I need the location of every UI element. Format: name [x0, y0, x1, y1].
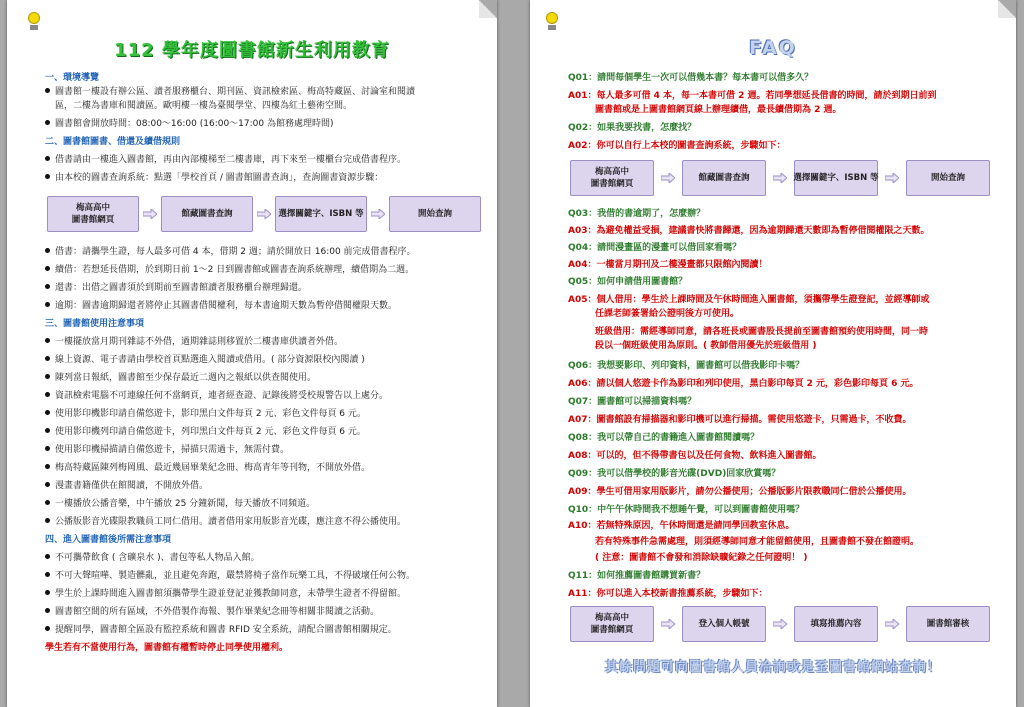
line-text: 由本校的圖書查詢系統：點選「學校首頁 / 圖書館圖書查詢」，查詢圖書資源步驟： [55, 173, 384, 183]
lightbulb-icon [545, 12, 559, 32]
line-text: 提醒同學，圖書館全區設有監控系統和圖書 RFID 安全系統，請配合圖書館相關規定。 [55, 625, 397, 635]
line-text: 借書：請攜學生證，每人最多可借 4 本，借期 2 週；請於開放日 16:00 前完成借書程序。 [55, 247, 416, 257]
left-line: 學生若有不當使用行為，圖書館有權暫時停止同學使用權利。 [45, 643, 289, 653]
right-line: A09：學生可借用家用版影片，請勿公播使用；公播版影片限教職同仁借於公播使用。 [568, 487, 912, 497]
bullet-icon [45, 446, 50, 451]
arrow-right-icon [661, 619, 675, 629]
left-line: 三、圖書館使用注意事項 [45, 319, 145, 329]
right-line: A10：若無特殊原因，午休時間還是請同學回教室休息。 [568, 521, 795, 531]
left-line [45, 172, 383, 184]
bullet-icon [45, 572, 50, 577]
bullet-icon [45, 284, 50, 289]
line-text: 續借：若想延長借期，於到期日前 1～2 日到圖書館或圖書查詢系統辦理，續借期為二週。 [55, 265, 415, 275]
line-text: 借書請由一樓進入圖書館，再由內部樓梯至二樓書庫，再下來至一樓櫃台完成借書程序。 [55, 155, 407, 165]
right-line: 段以一個班級使用為原則。( 教師借用優先於班級借用 ) [568, 341, 817, 351]
left-line: 四、進入圖書館後所需注意事項 [45, 535, 172, 545]
right-page [530, 0, 1016, 707]
left-line [45, 426, 366, 438]
right-line: Q07：圖書館可以掃描資料嗎？ [568, 397, 697, 407]
bullet-icon [45, 500, 50, 505]
line-text: 一樓播放公播音樂，中午播放 25 分鐘新聞，每天播放不同頻道。 [55, 499, 316, 509]
arrow-right-icon [885, 619, 899, 629]
line-text: 逾期：圖書逾期歸還者將停止其圖書借閱權利，每本書逾期天數為暫停借閱權限天數。 [55, 301, 398, 311]
left-line [45, 588, 406, 600]
footer-note: 其餘問題可向圖書館人員洽詢或是至圖書館網站查詢！ [604, 660, 941, 675]
flow-step: 梅高高中 圖書館網頁 [47, 196, 139, 232]
left-line [45, 282, 307, 294]
right-line: A05：個人借用：學生於上課時間及午休時間進入圖書館，須攜帶學生證登記，並經導師或 [568, 295, 930, 305]
left-line [45, 86, 415, 98]
left-line [45, 516, 406, 528]
line-text: 線上資源、電子書請由學校首頁點選進入閱讀或借用。( 部分資源限校內閱讀 ) [55, 355, 365, 365]
left-line [45, 624, 397, 636]
bullet-icon [45, 482, 50, 487]
line-text: 圖書館空間的所有區域，不外借製作海報、製作畢業紀念冊等相關非閱讀之活動。 [55, 607, 380, 617]
bullet-icon [45, 392, 50, 397]
bullet-icon [45, 266, 50, 271]
right-line: Q03：我借的書逾期了，怎麼辦？ [568, 209, 706, 219]
line-text: 圖書館會開放時間：08:00～16:00 (16:00～17:00 為館務處理時間) [55, 119, 334, 129]
line-text: 陳列當日報紙，圖書館至少保存最近二週內之報紙以供查閱使用。 [55, 373, 317, 383]
arrow-right-icon [661, 173, 675, 183]
flow-step: 選擇關鍵字、ISBN 等 [275, 196, 367, 232]
arrow-right-icon [773, 619, 787, 629]
flow-step: 開始查詢 [389, 196, 481, 232]
bullet-icon [45, 248, 50, 253]
line-text: 不可攜帶飲食 ( 含礦泉水 )、書包等私人物品入館。 [55, 553, 260, 563]
page-fold [998, 0, 1016, 18]
right-line: Q05：如何申請借用圖書館？ [568, 277, 688, 287]
line-text: 圖書館一樓設有辦公區、讀者服務櫃台、期刊區、資訊檢索區、梅高特藏區、討論室和閱讀 [55, 87, 416, 97]
bullet-icon [45, 338, 50, 343]
flow-step: 梅高高中 圖書館網頁 [570, 160, 654, 196]
bullet-icon [45, 88, 50, 93]
right-line: Q09：我可以借學校的影音光碟(DVD)回家欣賞嗎？ [568, 469, 781, 479]
bullet-icon [45, 302, 50, 307]
right-line: Q01：請問每個學生一次可以借幾本書？每本書可以借多久？ [568, 73, 814, 83]
arrow-right-icon [257, 209, 271, 219]
left-line [45, 246, 416, 258]
lightbulb-icon [27, 12, 41, 32]
right-line: A06：請以個人悠遊卡作為影印和列印使用，黑白影印每頁 2 元，彩色影印每頁 6 元。 [568, 379, 919, 389]
bullet-icon [45, 410, 50, 415]
left-line [45, 570, 415, 582]
flow-step: 館藏圖書查詢 [682, 160, 766, 196]
right-line: 任課老師簽署給公證明後方可使用。 [568, 309, 740, 319]
flow-step: 館藏圖書查詢 [161, 196, 253, 232]
line-text: 一樓擺放當月期刊雜誌不外借，過期雜誌則移置於二樓書庫供讀者外借。 [55, 337, 344, 347]
right-line: A11：你可以進入本校新書推薦系統，步驟如下： [568, 589, 768, 599]
bullet-icon [45, 374, 50, 379]
right-line: A08：可以的，但不得帶書包以及任何食物、飲料進入圖書館。 [568, 451, 822, 461]
bullet-icon [45, 554, 50, 559]
arrow-right-icon [371, 209, 385, 219]
line-text: 還書：出借之圖書須於到期前至圖書館讀者服務櫃台辦理歸還。 [55, 283, 308, 293]
flow-step: 開始查詢 [906, 160, 990, 196]
left-line [45, 552, 260, 564]
left-line [45, 390, 388, 402]
line-text: 不可大聲喧嘩、製造髒亂，並且避免奔跑，嚴禁將椅子當作玩樂工具，不得破壞任何公物。 [55, 571, 416, 581]
right-line: 圖書館或是上圖書館網頁線上辦理續借，最長續借期為 2 週。 [568, 105, 842, 115]
bullet-icon [45, 428, 50, 433]
line-text: 資訊檢索電腦不可連線任何不當網頁，連者經查證、記錄後將受校規警告以上處分。 [55, 391, 389, 401]
line-text: 公播版影音光碟限教職員工同仁借用。讀者借用家用版影音光碟，應注意不得公播使用。 [55, 517, 407, 527]
flow-step: 梅高高中 圖書館網頁 [570, 606, 654, 642]
bullet-icon [45, 608, 50, 613]
left-line [45, 118, 334, 130]
left-line [45, 480, 208, 492]
bullet-icon [45, 120, 50, 125]
left-line: 區，二樓為書庫和閱讀區。歐明樓一樓為臺閱學堂、四樓為紅土藝術空間。 [55, 101, 353, 111]
bullet-icon [45, 356, 50, 361]
page-title: 112 學年度圖書館新生利用教育 [114, 40, 390, 61]
right-line: A07：圖書館設有掃描器和影印機可以進行掃描。需使用悠遊卡，只需過卡，不收費。 [568, 415, 912, 425]
bullet-icon [45, 518, 50, 523]
line-text: 學生於上課時間進入圖書館須攜帶學生證並登記並獲教師同意，未帶學生證者不得留館。 [55, 589, 407, 599]
right-line: A02：你可以自行上本校的圖書查詢系統，步驟如下： [568, 141, 786, 151]
faq-title: FAQ [749, 37, 797, 59]
left-line [45, 336, 343, 348]
left-line [45, 264, 414, 276]
left-line [45, 444, 289, 456]
left-line [45, 372, 316, 384]
line-text: 梅高特藏區陳列梅岡風、最近幾屆畢業紀念冊、梅高青年等刊物，不開放外借。 [55, 463, 371, 473]
left-line [45, 154, 406, 166]
line-text: 漫畫書籍僅供在館閱讀，不開放外借。 [55, 481, 209, 491]
bullet-icon [45, 174, 50, 179]
bullet-icon [45, 626, 50, 631]
left-line [45, 408, 366, 420]
right-line: Q04：請問漫畫區的漫畫可以借回家看嗎？ [568, 243, 742, 253]
left-line [45, 462, 370, 474]
right-line: A04：一樓當月期刊及二樓漫畫都只限館內閱讀！ [568, 260, 768, 270]
right-line: A01：每人最多可借 4 本，每一本書可借 2 週。若同學想延長借書的時間，請於到期日前到 [568, 91, 937, 101]
right-line: 若有特殊事件急需處理，則須經導師同意才能留館使用，且圖書館不發在館證明。 [568, 537, 920, 547]
bullet-icon [45, 590, 50, 595]
left-page [7, 0, 497, 707]
left-line [45, 498, 315, 510]
page-fold [479, 0, 497, 18]
right-line: A03：為避免權益受損，建議書快將書歸還，因為逾期歸還天數即為暫停借閱權限之天數。 [568, 226, 930, 236]
right-line: Q06：我想要影印、列印資料，圖書館可以借我影印卡嗎？ [568, 361, 805, 371]
left-line [45, 354, 365, 366]
left-line: 一、環境導覽 [45, 73, 100, 83]
bullet-icon [45, 464, 50, 469]
left-line: 二、圖書館圖書、借還及續借規則 [45, 137, 181, 147]
right-line: Q08：我可以帶自己的書籍進入圖書館閱讀嗎？ [568, 433, 760, 443]
bullet-icon [45, 156, 50, 161]
left-line [45, 300, 397, 312]
line-text: 使用影印機掃描請自備悠遊卡，掃描只需過卡，無需付費。 [55, 445, 290, 455]
right-line: Q11：如何推薦圖書館購買新書？ [568, 571, 706, 581]
flow-step: 登入個人帳號 [682, 606, 766, 642]
flow-step: 填寫推薦內容 [794, 606, 878, 642]
arrow-right-icon [885, 173, 899, 183]
arrow-right-icon [773, 173, 787, 183]
right-line: 班級借用：需經導師同意，請各班長或圖書股長提前至圖書館預約使用時間，同一時 [568, 327, 929, 337]
right-line: Q02：如果我要找書，怎麼找？ [568, 123, 697, 133]
right-line: ( 注意：圖書館不會發和消除缺曠紀錄之任何證明！ ) [568, 553, 808, 563]
line-text: 使用影印機影印請自備悠遊卡，影印黑白文件每頁 2 元、彩色文件每頁 6 元。 [55, 409, 366, 419]
flow-step: 圖書館審核 [906, 606, 990, 642]
left-line [45, 606, 379, 618]
flow-step: 選擇關鍵字、ISBN 等 [794, 160, 878, 196]
arrow-right-icon [143, 209, 157, 219]
right-line: Q10：中午午休時間我不想睡午覺，可以到圖書館使用嗎？ [568, 505, 805, 515]
line-text: 使用影印機列印請自備悠遊卡，列印黑白文件每頁 2 元、彩色文件每頁 6 元。 [55, 427, 366, 437]
